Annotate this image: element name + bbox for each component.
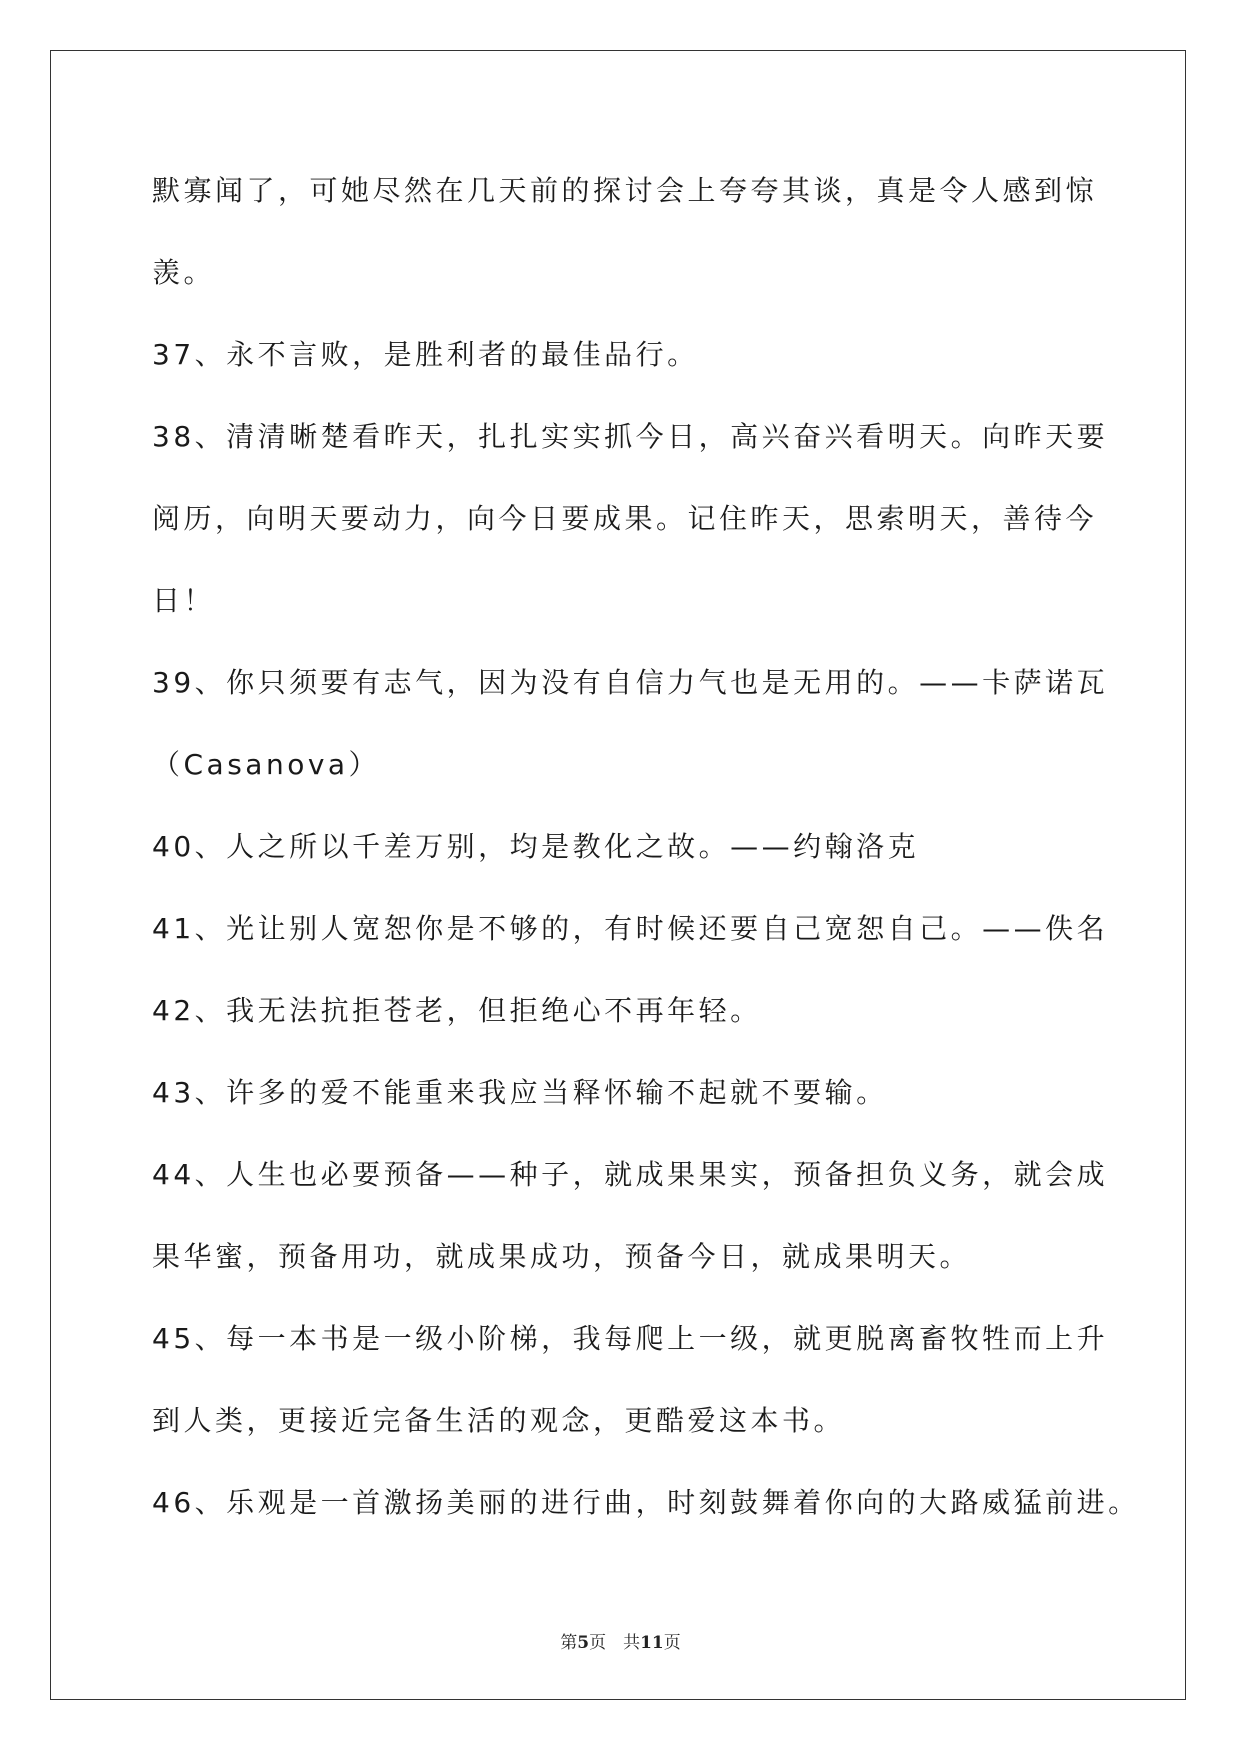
quote-item-43: 43、许多的爱不能重来我应当释怀输不起就不要输。 [152,1076,888,1109]
footer-suffix: 页 [663,1633,681,1653]
text-line: 日！ [152,584,216,617]
quote-item-41: 41、光让别人宽恕你是不够的，有时候还要自己宽恕自己。——佚名 [152,912,1109,945]
quote-item-46: 46、乐观是一首激扬美丽的进行曲，时刻鼓舞着你向的大路威猛前进。 [152,1486,1140,1519]
text-line: 果华蜜，预备用功，就成果成功，预备今日，就成果明天。 [152,1240,972,1273]
text-line: （Casanova） [152,748,381,781]
quote-item-42: 42、我无法抗拒苍老，但拒绝心不再年轻。 [152,994,762,1027]
total-pages: 11 [640,1633,664,1653]
quote-item-40: 40、人之所以千差万别，均是教化之故。——约翰洛克 [152,830,920,863]
text-line: 阅历，向明天要动力，向今日要成果。记住昨天，思索明天，善待今 [152,502,1098,535]
quote-item-45: 45、每一本书是一级小阶梯，我每爬上一级，就更脱离畜牧牲而上升 [152,1322,1109,1355]
page-footer [0,1628,1241,1653]
quote-item-44: 44、人生也必要预备——种子，就成果果实，预备担负义务，就会成 [152,1158,1109,1191]
footer-prefix: 第 [560,1633,578,1653]
document-body [152,160,1140,1554]
quote-item-37: 37、永不言败，是胜利者的最佳品行。 [152,338,699,371]
text-line: 默寡闻了，可她尽然在几天前的探讨会上夸夸其谈，真是令人感到惊 [152,174,1098,207]
quote-item-39: 39、你只须要有志气，因为没有自信力气也是无用的。——卡萨诺瓦 [152,666,1109,699]
footer-middle: 页 共 [589,1633,641,1653]
quote-item-38: 38、清清晰楚看昨天，扎扎实实抓今日，高兴奋兴看明天。向昨天要 [152,420,1109,453]
text-line: 羡。 [152,256,216,289]
page-number: 5 [577,1633,590,1653]
text-line: 到人类，更接近完备生活的观念，更酷爱这本书。 [152,1404,846,1437]
